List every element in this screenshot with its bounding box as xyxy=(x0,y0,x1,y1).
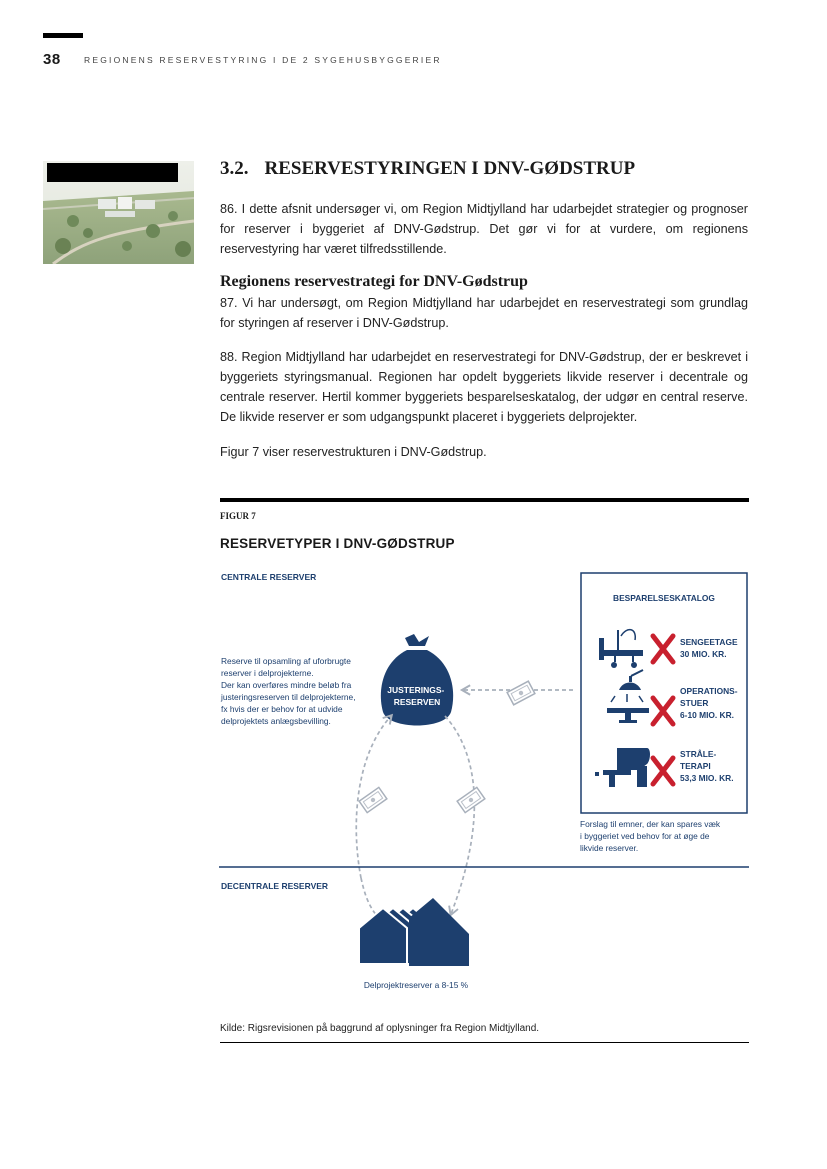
section-number: 3.2. xyxy=(220,158,249,179)
arrow-tail xyxy=(361,878,377,916)
cross-icon xyxy=(653,636,673,662)
figure-title: RESERVETYPER I DNV-GØDSTRUP xyxy=(220,536,455,551)
section-heading xyxy=(220,158,635,180)
money-bag-icon xyxy=(381,634,453,726)
running-title: REGIONENS RESERVESTYRING I DE 2 SYGEHUSBYGGERIER xyxy=(84,55,442,65)
subheading: Regionens reservestrategi for DNV-Gødstrup xyxy=(220,273,528,290)
operating-table-icon xyxy=(607,670,649,723)
page-number: 38 xyxy=(43,51,61,68)
central-desc-line: fx hvis der er behov for at udvide xyxy=(221,704,343,714)
decentral-reserves-label: DECENTRALE RESERVER xyxy=(221,881,329,891)
catalog-title: BESPARELSESKATALOG xyxy=(613,593,715,603)
central-desc-line: delprojektets anlægsbevilling. xyxy=(221,716,331,726)
source-note: Kilde: Rigsrevisionen på baggrund af oplysninger fra Region Midtjylland. xyxy=(220,1023,540,1034)
catalog-item-operating: OPERATIONS- STUER 6-10 MIO. KR. xyxy=(680,686,738,720)
central-desc-line: reserver i delprojekterne. xyxy=(221,668,314,678)
paragraph-86: 86. I dette afsnit undersøger vi, om Region Midtjylland har udarbejdet strategier og prognoser for reserver i byggeriet af DNV-Gødstrup. Det gør vi for at vurdere, om regionens reservestyring har været tilfredsstillende. xyxy=(220,202,748,256)
figure-reference: Figur 7 viser reservestrukturen i DNV-Gødstrup. xyxy=(220,445,487,459)
hospital-aerial-photo xyxy=(43,161,194,264)
source-rule xyxy=(220,1042,749,1043)
reserve-diagram xyxy=(219,566,750,1006)
central-desc-line: Reserve til opsamling af uforbrugte xyxy=(221,656,351,666)
central-desc-line: justeringsreserven til delprojekterne, xyxy=(221,692,356,702)
houses-caption: Delprojektreserver a 8-15 % xyxy=(363,980,469,990)
cross-icon xyxy=(653,758,673,784)
hospital-bed-icon xyxy=(599,630,643,668)
figure-label: FIGUR 7 xyxy=(220,511,256,521)
central-description xyxy=(220,656,358,726)
figure-top-rule xyxy=(220,498,749,502)
money-note-icon xyxy=(457,787,485,812)
section-title: RESERVESTYRINGEN I DNV-GØDSTRUP xyxy=(264,158,636,179)
central-desc-line: Der kan overføres mindre beløb fra xyxy=(221,680,352,690)
cross-icon xyxy=(653,698,673,724)
paragraph-87: 87. Vi har undersøgt, om Region Midtjylland har udarbejdet en reservestrategi som grundlag for styringen af reserver i DNV-Gødstrup. xyxy=(220,296,748,330)
header-rule xyxy=(43,33,83,38)
catalog-item-radiation: STRÅLE- TERAPI 53,3 MIO. KR. xyxy=(680,749,734,783)
radiation-therapy-icon xyxy=(595,748,650,787)
bag-label: JUSTERINGS- RESERVEN xyxy=(387,685,445,707)
money-note-icon xyxy=(507,681,535,705)
arrow-to-houses xyxy=(445,716,474,914)
catalog-item-bed: SENGEETAGE 30 MIO. KR. xyxy=(680,637,738,659)
house-front-icon xyxy=(409,898,469,966)
central-reserves-label: CENTRALE RESERVER xyxy=(221,572,317,582)
money-note-icon xyxy=(359,787,387,812)
paragraph-88: 88. Region Midtjylland har udarbejdet en reservestrategi for DNV-Gødstrup, der er beskrevet i byggeriets styringsmanual. Regionen har opdelt byggeriets likvide reserver i decentrale og centrale reserver. Hertil kommer byggeriets besparelseskatalog, der udgør en central reserve. De likvide reserver er som udgangspunkt placeret i byggeriets delprojekter. xyxy=(220,350,748,424)
catalog-note: Forslag til emner, der kan spares væk i byggeriet ved behov for at øge de likvide reserver. xyxy=(580,819,721,853)
